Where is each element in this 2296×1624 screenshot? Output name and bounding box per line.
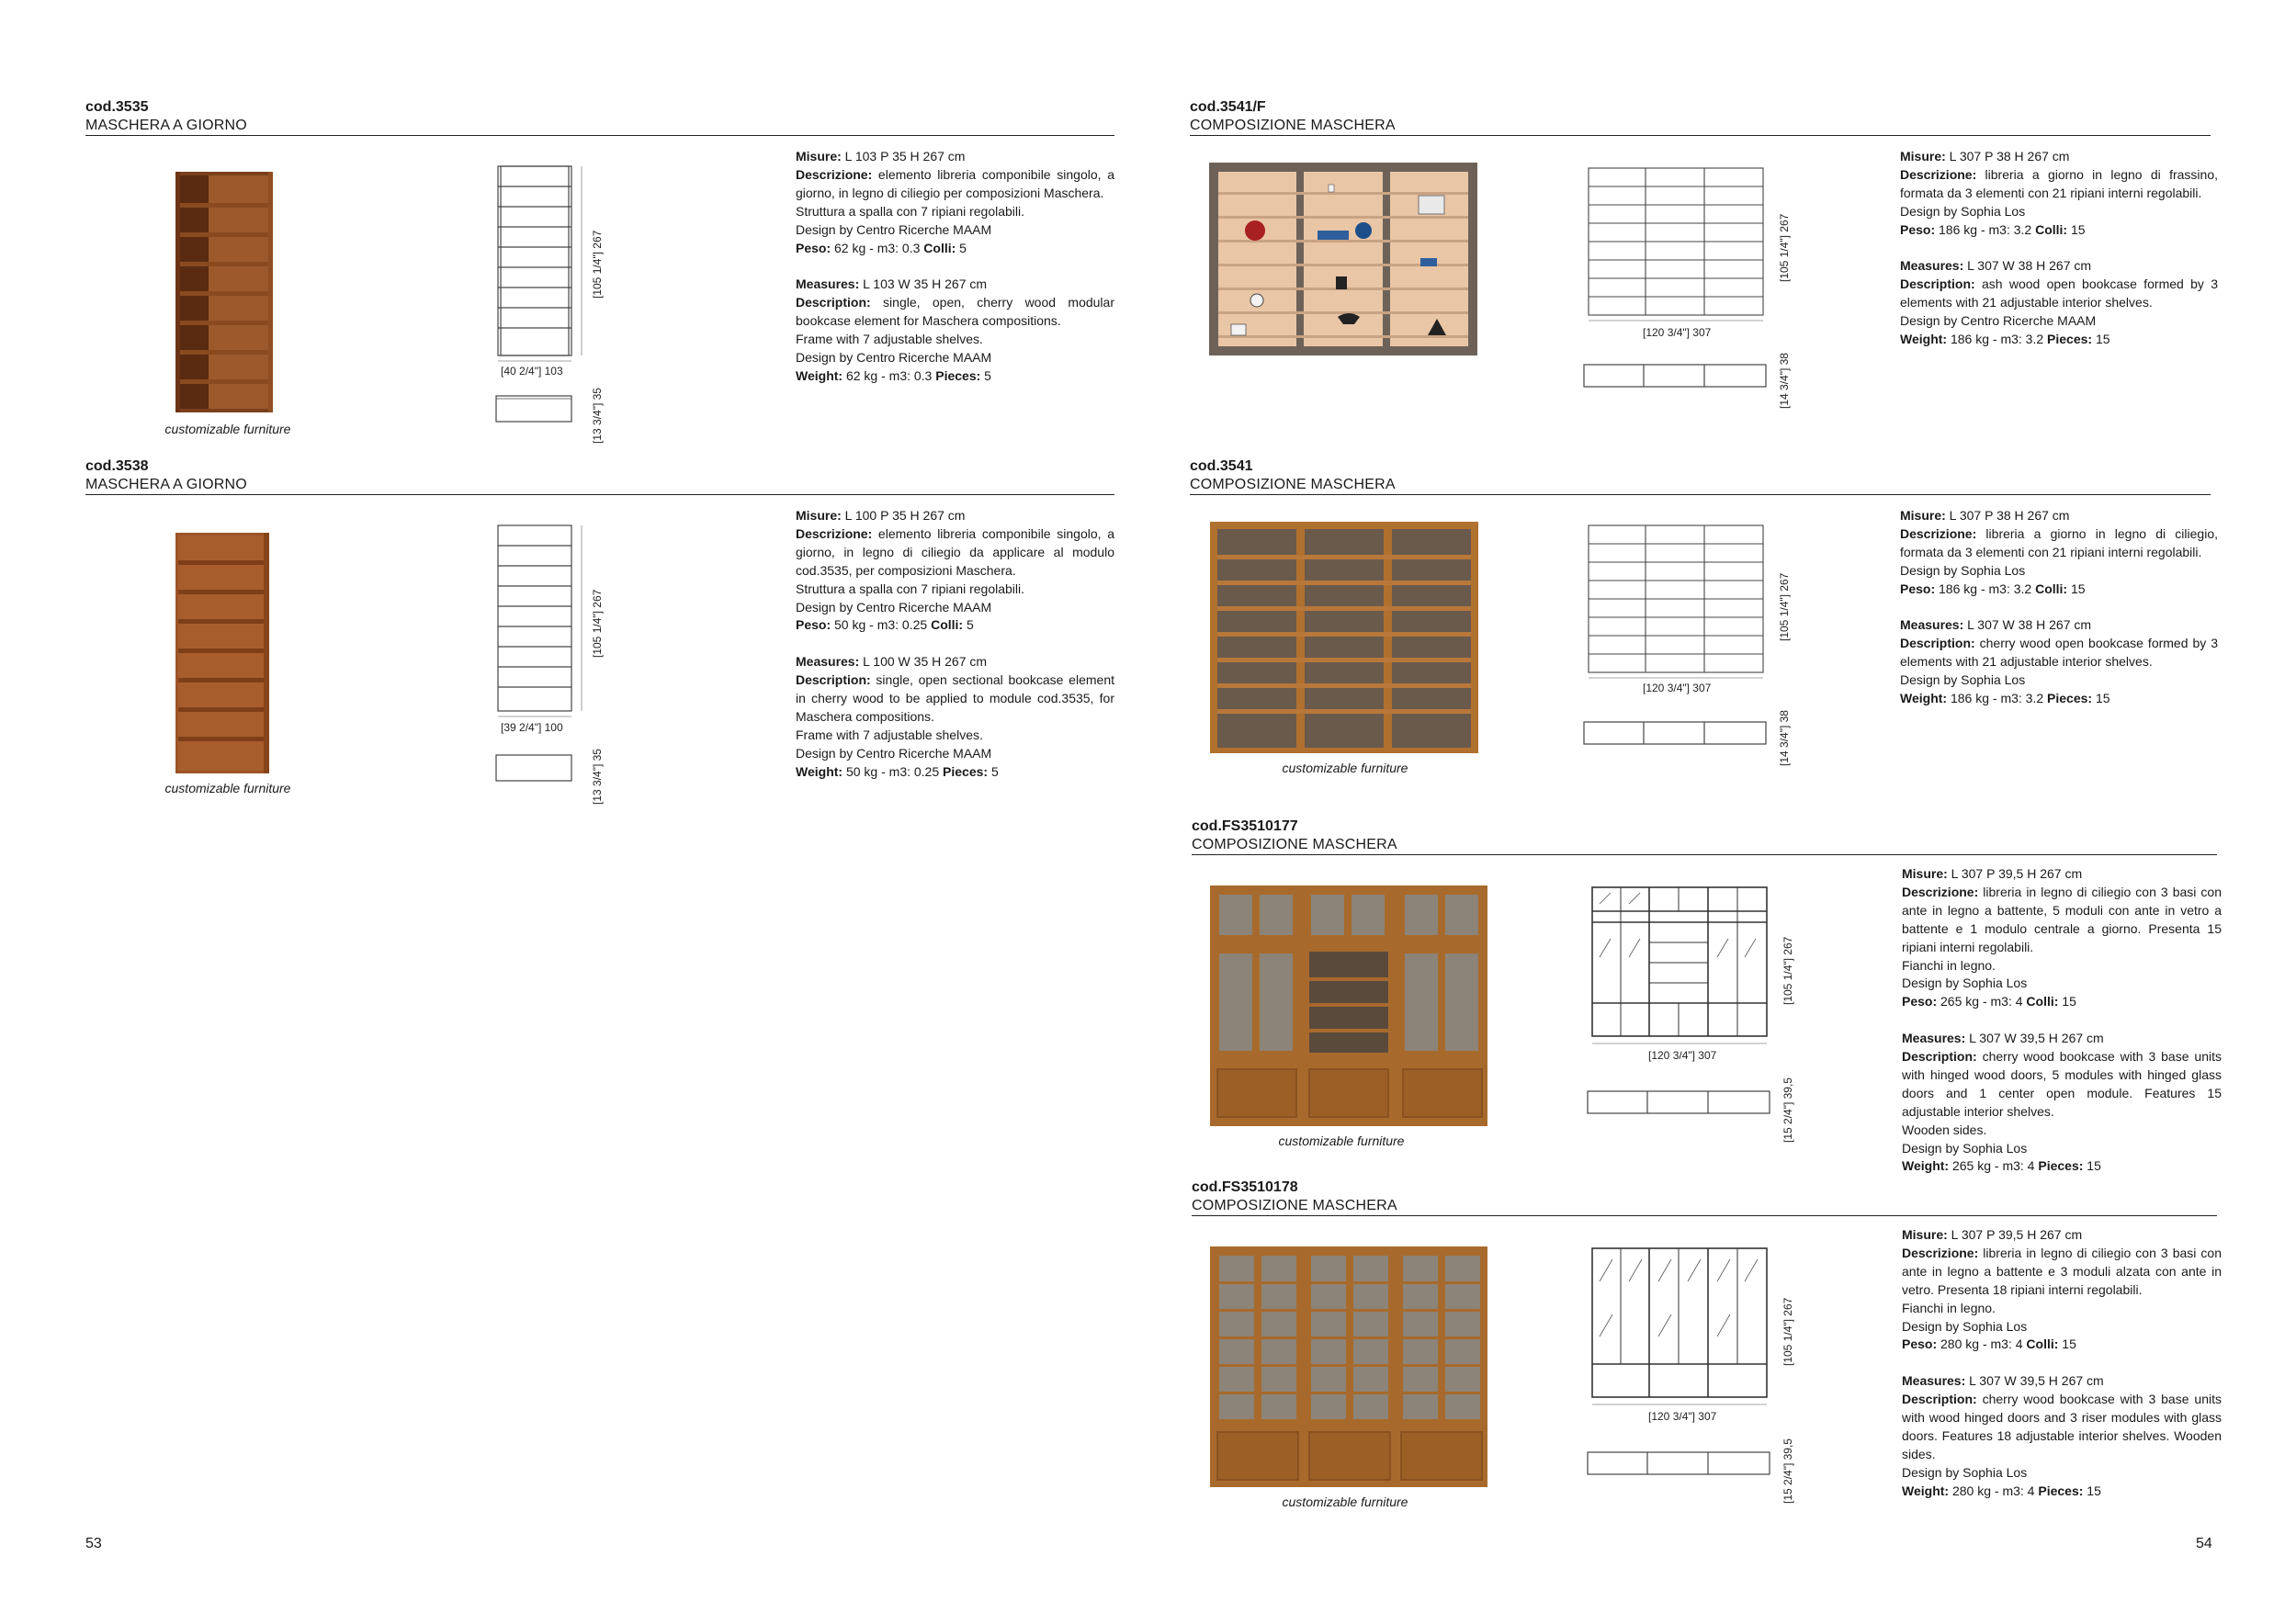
page-number-left: 53 <box>85 1536 102 1551</box>
header-rule <box>1190 135 2211 136</box>
front-view-drawing <box>1589 1245 1772 1406</box>
product-code: cod.FS3510178 <box>1192 1179 1298 1195</box>
width-dimension: [120 3/4"] 307 <box>1643 682 1712 694</box>
product-3535 <box>85 98 1114 447</box>
product-header <box>85 457 1114 494</box>
front-view-drawing <box>1585 522 1769 680</box>
product-description: Misure: L 103 P 35 H 267 cm Descrizione: elemento libreria componibile singolo, a giorno, in legno di ciliegio per composizioni Maschera. Struttura a spalla con 7 ripiani regolabili. Design by Centro Ricerche MAAM Peso: 62 kg - m3: 0.3 Colli: 5 Measures: L 103 W 35 H 267 cm Description: single, open, cherry wood modular bookcase element for Maschera compositions. Frame with 7 adjustable shelves. Design by Centro Ricerche MAAM Weight: 62 kg - m3: 0.3 Pieces: 5 <box>796 149 1114 383</box>
product-fs3510177 <box>1192 818 2221 1176</box>
height-dimension: [105 1/4"] 267 <box>1778 572 1791 641</box>
depth-dimension: [15 2/4"] 39,5 <box>1781 1438 1794 1504</box>
product-header <box>1192 818 2221 854</box>
product-description: Misure: L 307 P 39,5 H 267 cm Descrizione: libreria in legno di ciliegio con 3 basi con ante in legno a battente, 5 moduli con ante in vetro a battente e 1 modulo centrale a giorno. Presenta 15 ripiani interni regolabili. Fianchi in legno. Design by Sophia Los Peso: 265 kg - m3: 4 Colli: 15 Measures: L 307 W 39,5 H 267 cm Description: cherry wood bookcase with 3 base units with hinged wood doors, 5 modules with hinged glass doors and 1 center open module. Features 15 adjustable interior shelves. Wooden sides. Design by Sophia Los Weight: 265 kg - m3: 4 Pieces: 15 <box>1902 866 2222 1174</box>
product-name: MASCHERA A GIORNO <box>85 477 247 492</box>
width-dimension: [120 3/4"] 307 <box>1643 326 1712 339</box>
page-number-right: 54 <box>2196 1536 2212 1551</box>
product-name: COMPOSIZIONE MASCHERA <box>1190 477 1396 492</box>
top-view-drawing <box>1581 718 1770 750</box>
photo-caption: customizable furniture <box>164 781 291 795</box>
height-dimension: [105 1/4"] 267 <box>1781 1297 1794 1366</box>
width-dimension: [120 3/4"] 307 <box>1648 1410 1717 1423</box>
product-3541f <box>1190 98 2219 447</box>
depth-dimension: [15 2/4"] 39,5 <box>1781 1077 1794 1143</box>
header-rule <box>1190 494 2211 495</box>
width-dimension: [120 3/4"] 307 <box>1648 1049 1717 1062</box>
product-name: COMPOSIZIONE MASCHERA <box>1190 118 1396 133</box>
top-view-drawing <box>494 394 577 425</box>
bookcase-photo <box>1210 885 1487 1126</box>
top-view-drawing <box>1585 1449 1774 1480</box>
product-code: cod.3541 <box>1190 458 1253 474</box>
product-name: COMPOSIZIONE MASCHERA <box>1192 837 1397 852</box>
product-description: Misure: L 307 P 39,5 H 267 cm Descrizione: libreria in legno di ciliegio con 3 basi con ante in legno a battente e 3 moduli alzata con ante in vetro. Presenta 18 ripiani interni regolabili. Fianchi in legno. Design by Sophia Los Peso: 280 kg - m3: 4 Colli: 15 Measures: L 307 W 39,5 H 267 cm Description: cherry wood bookcase with 3 base units with wood hinged doors and 3 riser modules with glass doors. Features 18 adjustable interior shelves. Wooden sides. Design by Sophia Los Weight: 280 kg - m3: 4 Pieces: 15 <box>1902 1227 2222 1498</box>
height-dimension: [105 1/4"] 267 <box>1781 936 1794 1005</box>
photo-caption: customizable furniture <box>1278 1133 1405 1148</box>
product-name: COMPOSIZIONE MASCHERA <box>1192 1198 1397 1213</box>
depth-dimension: [14 3/4"] 38 <box>1778 710 1791 766</box>
product-header <box>1190 457 2219 494</box>
product-code: cod.3541/F <box>1190 99 1266 115</box>
height-dimension: [105 1/4"] 267 <box>591 589 604 658</box>
depth-dimension: [13 3/4"] 35 <box>591 749 604 805</box>
header-rule <box>1192 1215 2217 1216</box>
width-dimension: [40 2/4"] 103 <box>501 365 563 378</box>
top-view-drawing <box>494 753 577 784</box>
front-view-drawing <box>494 522 586 720</box>
product-header <box>85 98 1114 135</box>
product-description: Misure: L 100 P 35 H 267 cm Descrizione: elemento libreria componibile singolo, a giorno, in legno di ciliegio da applicare al modulo cod.3535, per composizioni Maschera. Struttura a spalla con 7 ripiani regolabili. Design by Centro Ricerche MAAM Peso: 50 kg - m3: 0.25 Colli: 5 Measures: L 100 W 35 H 267 cm Description: single, open sectional bookcase element in cherry wood to be applied to module cod.3535, for Maschera compositions. Frame with 7 adjustable shelves. Design by Centro Ricerche MAAM Weight: 50 kg - m3: 0.25 Pieces: 5 <box>796 508 1114 779</box>
bookcase-photo <box>1209 163 1477 355</box>
top-view-drawing <box>1581 361 1770 392</box>
width-dimension: [39 2/4"] 100 <box>501 721 563 734</box>
product-header <box>1190 98 2219 135</box>
bookcase-photo <box>175 533 269 773</box>
product-3538 <box>85 457 1114 816</box>
front-view-drawing <box>494 163 586 365</box>
front-view-drawing <box>1585 164 1769 322</box>
height-dimension: [105 1/4"] 267 <box>1778 213 1791 282</box>
product-description: Misure: L 307 P 38 H 267 cm Descrizione: libreria a giorno in legno di ciliegio, formata da 3 elementi con 21 ripiani interni regolabili. Design by Sophia Los Peso: 186 kg - m3: 3.2 Colli: 15 Measures: L 307 W 38 H 267 cm Description: cherry wood open bookcase formed by 3 elements with 21 adjustable interior shelves. Design by Sophia Los Weight: 186 kg - m3: 3.2 Pieces: 15 <box>1900 508 2218 706</box>
bookcase-photo <box>175 172 273 412</box>
product-description: Misure: L 307 P 38 H 267 cm Descrizione: libreria a giorno in legno di frassino, formata da 3 elementi con 21 ripiani interni regolabili. Design by Sophia Los Peso: 186 kg - m3: 3.2 Colli: 15 Measures: L 307 W 38 H 267 cm Description: ash wood open bookcase formed by 3 elements with 21 adjustable interior shelves. Design by Centro Ricerche MAAM Weight: 186 kg - m3: 3.2 Pieces: 15 <box>1900 149 2218 347</box>
product-code: cod.FS3510177 <box>1192 818 1298 834</box>
header-rule <box>85 135 1114 136</box>
bookcase-photo <box>1210 522 1478 753</box>
front-view-drawing <box>1589 884 1772 1045</box>
photo-caption: customizable furniture <box>1282 1494 1408 1509</box>
height-dimension: [105 1/4"] 267 <box>591 230 604 299</box>
product-header <box>1192 1179 2221 1215</box>
header-rule <box>85 494 1114 495</box>
product-fs3510178 <box>1192 1179 2221 1537</box>
header-rule <box>1192 854 2217 855</box>
depth-dimension: [13 3/4"] 35 <box>591 388 604 444</box>
top-view-drawing <box>1585 1088 1774 1119</box>
photo-caption: customizable furniture <box>164 422 291 436</box>
depth-dimension: [14 3/4"] 38 <box>1778 353 1791 409</box>
product-name: MASCHERA A GIORNO <box>85 118 247 133</box>
product-code: cod.3535 <box>85 99 149 115</box>
product-code: cod.3538 <box>85 458 149 474</box>
photo-caption: customizable furniture <box>1282 761 1408 775</box>
product-3541 <box>1190 457 2219 806</box>
bookcase-photo <box>1210 1246 1487 1487</box>
